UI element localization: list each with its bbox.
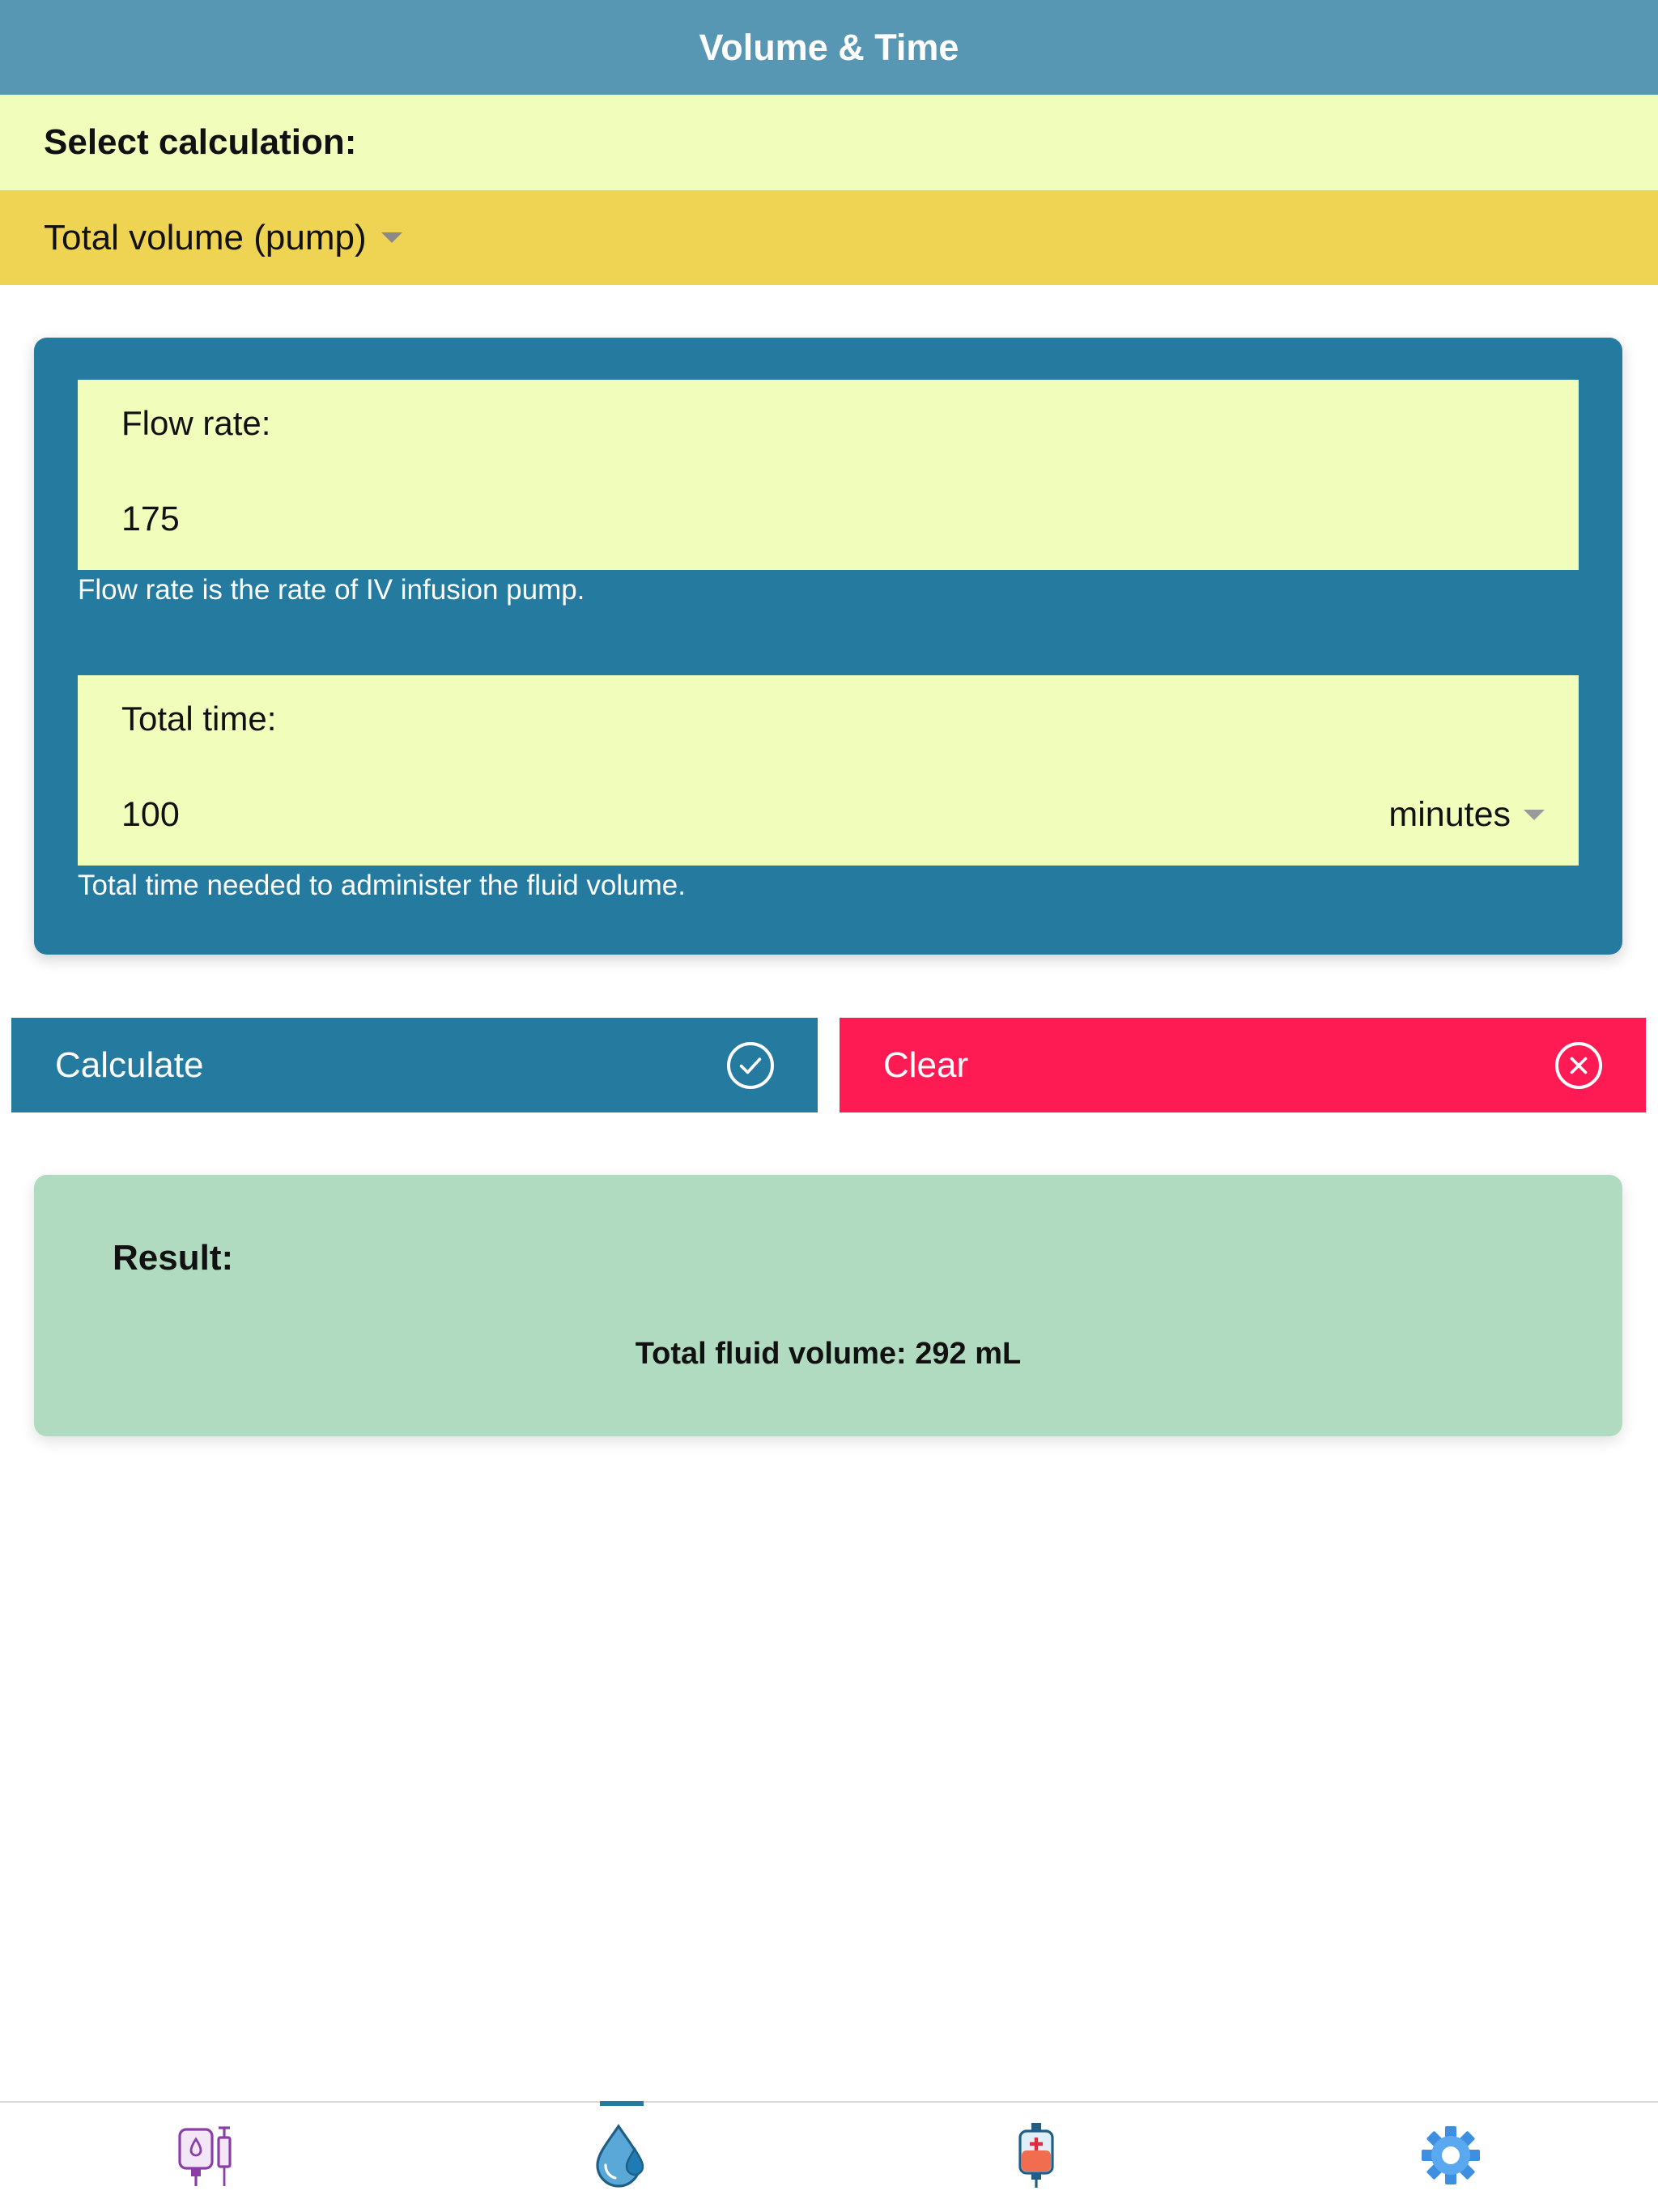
nav-header (0, 0, 1658, 95)
tab-volume-time[interactable] (414, 2103, 829, 2212)
time-unit-select[interactable] (1388, 795, 1545, 835)
chevron-down-icon (1524, 810, 1545, 820)
x-circle-icon (1555, 1042, 1602, 1089)
blood-bag-icon (1004, 2121, 1069, 2193)
time-unit-value: minutes (1388, 795, 1511, 834)
clear-button-label: Clear (883, 1044, 969, 1085)
calculate-button[interactable] (11, 1018, 818, 1112)
water-drop-icon (589, 2121, 654, 2193)
calculation-type-value: Total volume (pump) (44, 217, 367, 257)
result-value: Total fluid volume: 292 mL (635, 1337, 1022, 1371)
flow-rate-field[interactable] (78, 380, 1579, 570)
tab-settings[interactable] (1244, 2103, 1658, 2212)
tab-iv-calculation[interactable] (0, 2103, 414, 2212)
gear-icon (1418, 2121, 1483, 2193)
input-form-card (34, 338, 1622, 955)
total-time-helper: Total time needed to administer the fluid volume. (78, 870, 686, 901)
result-label: Result: (113, 1238, 234, 1278)
flow-rate-helper: Flow rate is the rate of IV infusion pump. (78, 574, 585, 606)
select-calculation-label: Select calculation: (44, 122, 357, 162)
flow-rate-input[interactable]: 175 (121, 500, 180, 538)
select-calculation-header (0, 95, 1658, 190)
total-time-field[interactable] (78, 675, 1579, 866)
bottom-tab-bar (0, 2101, 1658, 2212)
chevron-down-icon (381, 232, 402, 243)
result-card (34, 1175, 1622, 1436)
flow-rate-label: Flow rate: (121, 404, 271, 442)
total-time-label: Total time: (121, 700, 277, 738)
calculate-button-label: Calculate (55, 1044, 204, 1085)
total-time-input[interactable]: 100 (121, 795, 180, 834)
active-tab-indicator (600, 2101, 644, 2106)
tab-blood-transfusion[interactable] (829, 2103, 1244, 2212)
iv-bag-syringe-icon (175, 2121, 240, 2193)
page-title: Volume & Time (699, 26, 959, 68)
check-circle-icon (727, 1042, 774, 1089)
clear-button[interactable] (840, 1018, 1646, 1112)
calculation-type-select[interactable] (0, 190, 1658, 285)
